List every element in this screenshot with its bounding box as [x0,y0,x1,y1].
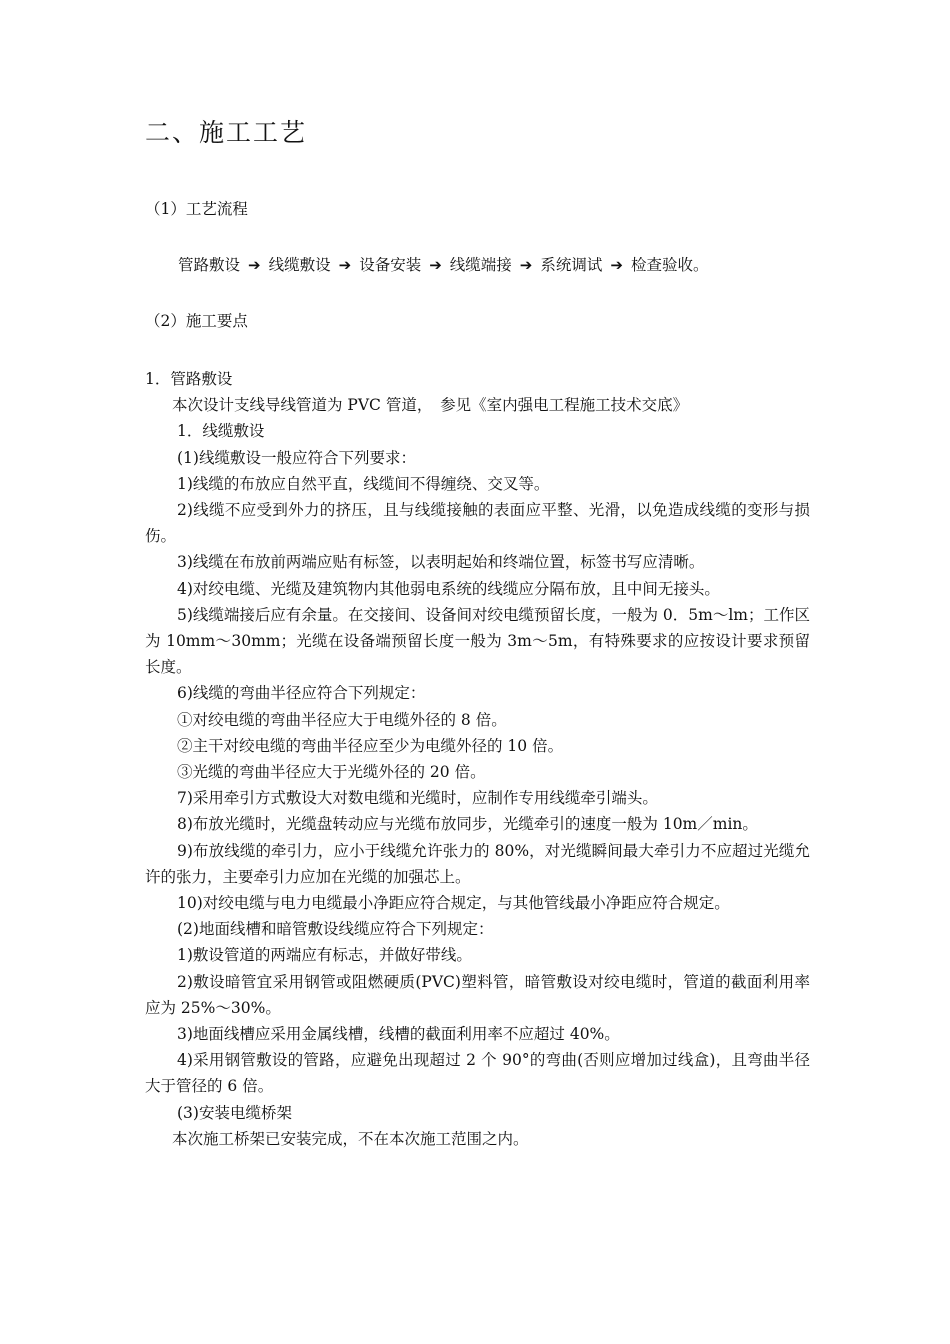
paragraph: 10)对绞电缆与电力电缆最小净距应符合规定，与其他管线最小净距应符合规定。 [177,894,730,913]
flow-step: 设备安装 [359,256,422,274]
flow-step: 线缆敷设 [268,256,331,274]
paragraph: 4)采用钢管敷设的管路，应避免出现超过 2 个 90°的弯曲(否则应增加过线盒)，且弯曲半径大于管径的 6 倍。 [145,1051,810,1096]
paragraph: 7)采用牵引方式敷设大对数电缆和光缆时，应制作专用线缆牵引端头。 [177,789,658,808]
paragraph: (2)地面线槽和暗管敷设线缆应符合下列规定： [177,920,494,939]
paragraph: 本次施工桥架已安装完成，不在本次施工范围之内。 [172,1129,529,1148]
paragraph: ①对绞电缆的弯曲半径应大于电缆外径的 8 倍。 [177,710,507,729]
arrow-right-icon: ➔ [338,256,352,274]
paragraph: 1．管路敷设 [145,370,233,388]
paragraph: (1)线缆敷设一般应符合下列要求： [177,448,416,467]
arrow-right-icon: ➔ [610,256,623,274]
paragraph: 2)敷设暗管宜采用钢管或阻燃硬质(PVC)塑料管，暗管敷设对绞电缆时，管道的截面利用率应为 25%～30%。 [145,972,810,1017]
paragraph: 1．线缆敷设 [177,422,265,441]
paragraph: 本次设计支线导线管道为 PVC 管道， 参见《室内强电工程施工技术交底》 [172,396,689,415]
paragraph: 3)线缆在布放前两端应贴有标签，以表明起始和终端位置，标签书写应清晰。 [177,553,705,572]
paragraph: (3)安装电缆桥架 [177,1103,292,1122]
paragraph: 2)线缆不应受到外力的挤压，且与线缆接触的表面应平整、光滑，以免造成线缆的变形与损伤。 [145,501,810,546]
arrow-right-icon: ➔ [519,256,533,274]
key-points-title: （2）施工要点 [145,312,248,330]
arrow-right-icon: ➔ [248,256,261,274]
paragraph: 8)布放光缆时，光缆盘转动应与光缆布放同步，光缆牵引的速度一般为 10m／min。 [177,815,758,834]
paragraph: 4)对绞电缆、光缆及建筑物内其他弱电系统的线缆应分隔布放，且中间无接头。 [177,579,720,598]
flow-step: 系统调试 [540,256,603,274]
paragraph: 9)布放线缆的牵引力，应小于线缆允许张力的 80%，对光缆瞬间最大牵引力不应超过光缆允许的张力，主要牵引力应加在光缆的加强芯上。 [145,841,810,886]
paragraph: 3)地面线槽应采用金属线槽，线槽的截面利用率不应超过 40%。 [177,1025,620,1044]
flow-step: 线缆端接 [449,256,512,274]
paragraph: 1)敷设管道的两端应有标志，并做好带线。 [177,946,472,965]
arrow-right-icon: ➔ [429,256,442,274]
paragraph: 5)线缆端接后应有余量。在交接间、设备间对绞电缆预留长度，一般为 0．5m～lm；工作区为 10mm～30mm；光缆在设备端预留长度一般为 3m～5m，有特殊要求的应按设计要求预留长度。 [145,605,810,677]
section-heading: 二、施工工艺 [145,118,308,147]
paragraph: ③光缆的弯曲半径应大于光缆外径的 20 倍。 [177,763,486,782]
paragraph: 1)线缆的布放应自然平直，线缆间不得缠绕、交叉等。 [177,474,550,493]
flow-step: 检查验收。 [630,256,709,274]
flow-step: 管路敷设 [178,256,241,274]
paragraph: 6)线缆的弯曲半径应符合下列规定： [177,684,426,703]
process-flow-title: （1）工艺流程 [145,200,248,218]
body-text [145,366,810,1152]
process-flow [178,253,708,275]
paragraph: ②主干对绞电缆的弯曲半径应至少为电缆外径的 10 倍。 [177,736,564,755]
